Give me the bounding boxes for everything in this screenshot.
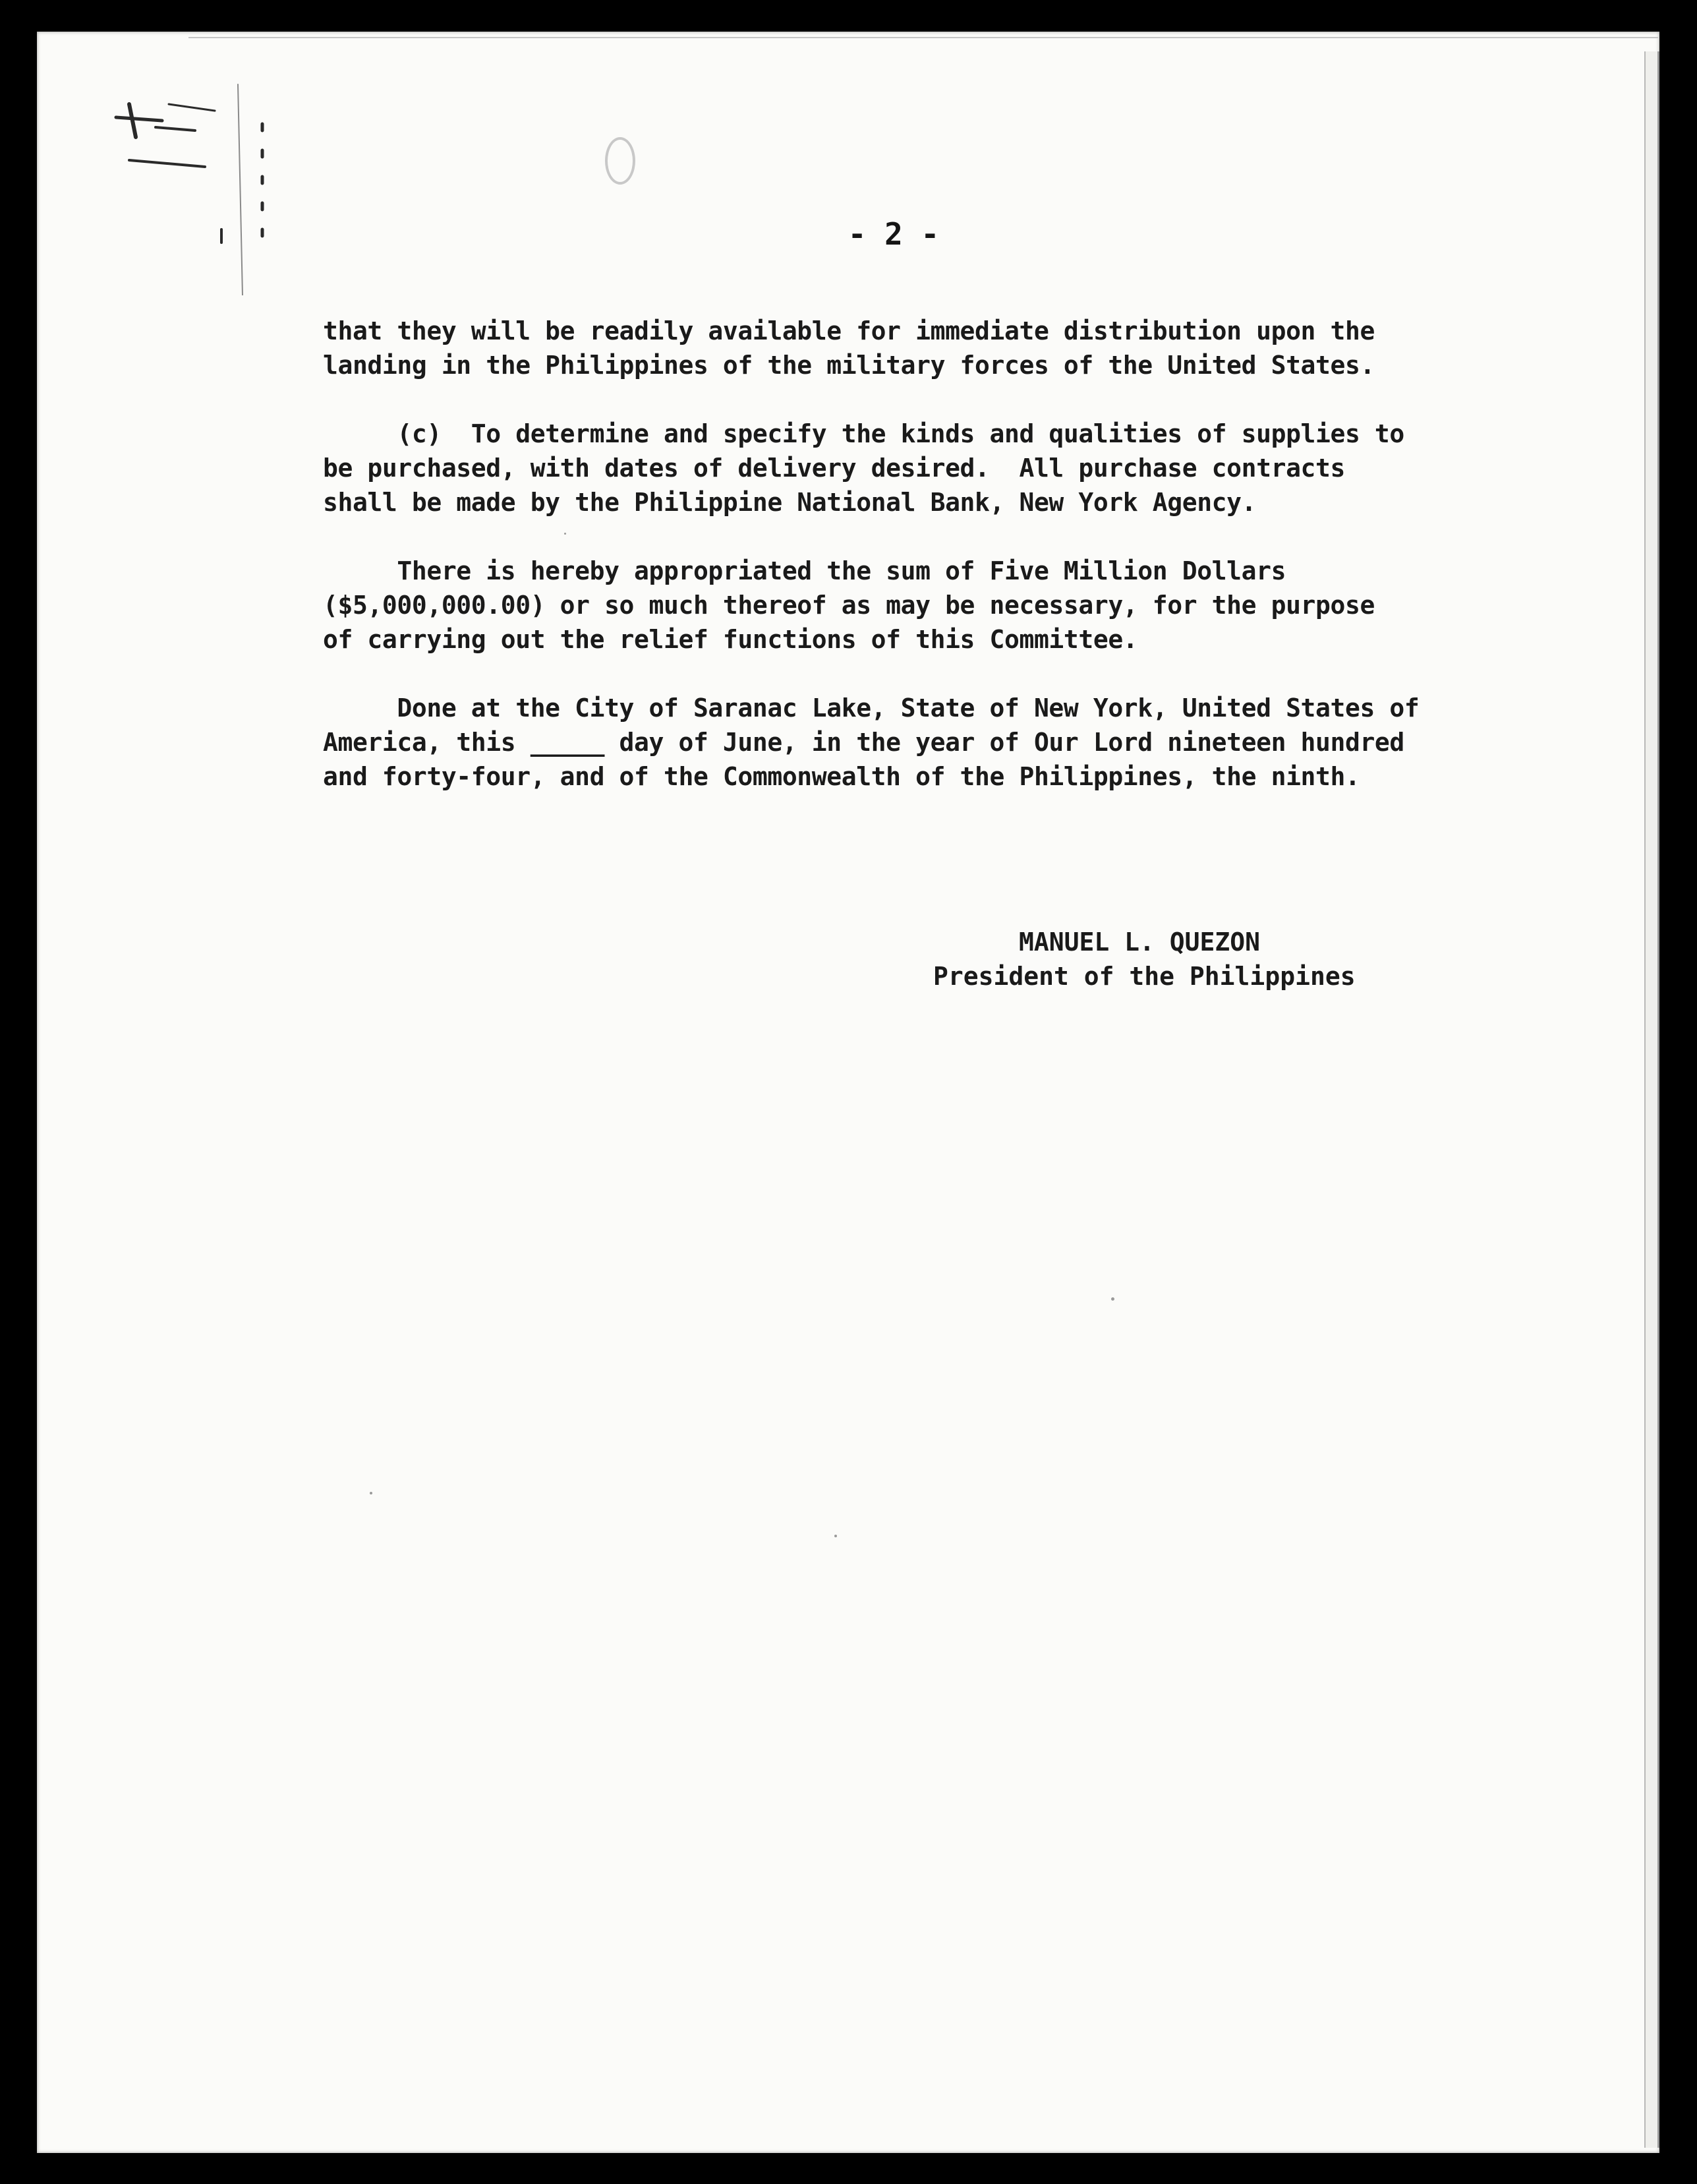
paper-speck <box>1111 1297 1114 1301</box>
paper-speck <box>834 1535 837 1537</box>
document-page <box>37 32 1659 2153</box>
signatory-name: MANUEL L. QUEZON <box>1019 928 1261 957</box>
margin-stamp-marks <box>90 58 301 295</box>
paragraph: that they will be readily available for immediate distribution upon the landing in the Philippines of the military forces of the United States. <box>323 316 1375 380</box>
paragraph: There is hereby appropriated the sum of Five Million Dollars ($5,000,000.00) or so much thereof as may be necessary, for the purpose of carrying out the relief functions of this Committee. <box>323 556 1375 654</box>
paragraph: (c) To determine and specify the kinds and qualities of supplies to be purchased, with dates of delivery desired. All purchase contracts shall be made by the Philippine National Bank, New York Agency. <box>323 419 1404 517</box>
page-number: - 2 - <box>848 216 940 252</box>
signature-block <box>933 925 1526 993</box>
page-top-edge <box>188 32 1658 38</box>
body-text <box>323 314 1628 828</box>
paragraph: Done at the City of Saranac Lake, State of New York, United States of America, this _____ day of June, in the year of Our Lord nineteen hundred and forty-four, and of the Commonwealth of the Philippines, the ninth. <box>323 694 1420 791</box>
paper-speck <box>370 1492 372 1494</box>
page-right-edge <box>1644 51 1659 2148</box>
signatory-title: President of the Philippines <box>933 962 1356 991</box>
hole-punch-mark <box>605 137 635 185</box>
paper-speck <box>564 533 566 535</box>
